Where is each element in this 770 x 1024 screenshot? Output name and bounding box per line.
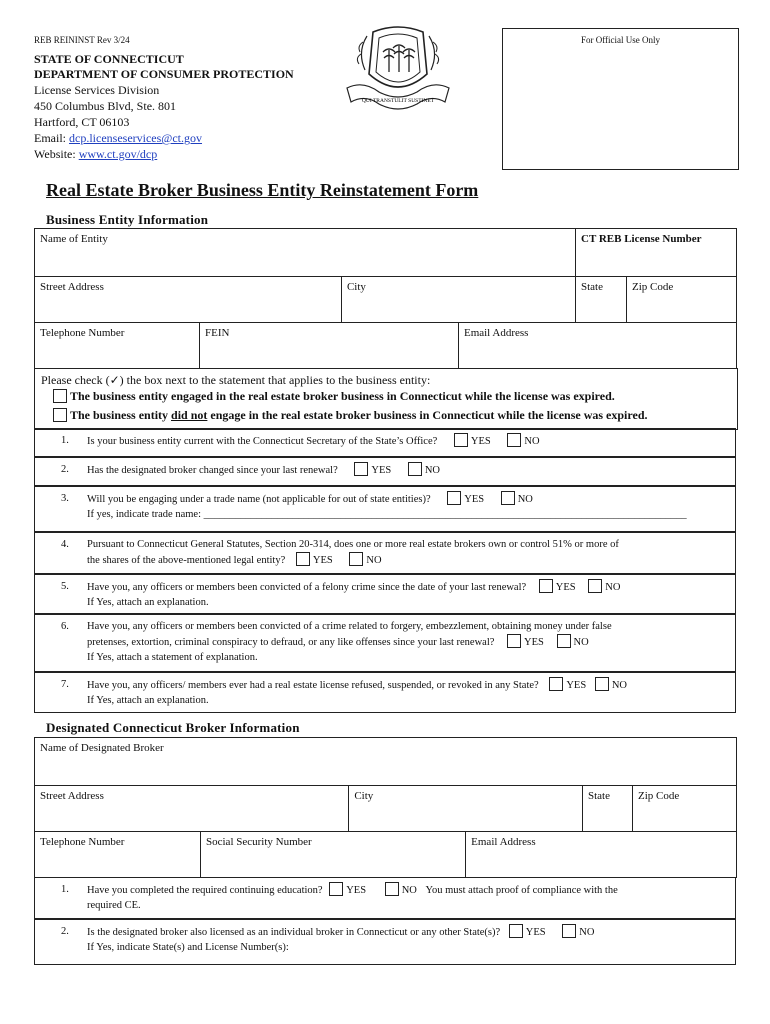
question-text: Will you be engaging under a trade name (not applicable for out of state entities)? YES NO If yes, indicate trade name: ____________________________________________________________________________________________ <box>87 491 729 527</box>
question-3 <box>34 486 736 532</box>
website-link[interactable]: www.ct.gov/dcp <box>78 147 158 161</box>
question-1 <box>34 428 736 457</box>
broker-ssn-field[interactable] <box>201 832 466 878</box>
email-line <box>34 131 202 146</box>
trade-name-input[interactable]: If yes, indicate trade name: ____________________________________________________________________________________________ <box>87 509 687 520</box>
broker-info-table <box>34 737 737 878</box>
license-numbers-input[interactable]: If Yes, indicate State(s) and License Number(s): <box>87 942 289 953</box>
entity-name-label: Name of Entity <box>40 233 108 245</box>
yes-label: YES <box>470 436 491 447</box>
statement-not-engaged <box>53 408 648 423</box>
q2-yes-checkbox[interactable] <box>354 462 368 476</box>
official-use-label: For Official Use Only <box>580 35 661 45</box>
statement-engaged-text: The business entity engaged in the real estate broker business in Connecticut while the license was expired. <box>70 389 615 403</box>
question-number: 2. <box>61 464 69 475</box>
yes-label: YES <box>371 465 392 476</box>
city-line: Hartford, CT 06103 <box>34 115 130 129</box>
bq1-no-checkbox[interactable] <box>385 882 399 896</box>
q4-yes-checkbox[interactable] <box>296 552 310 566</box>
entity-street-field[interactable] <box>35 277 342 323</box>
entity-email-label: Email Address <box>463 327 529 339</box>
website-line <box>34 147 157 162</box>
state-name: STATE OF CONNECTICUT <box>34 52 184 66</box>
question-5 <box>34 574 736 614</box>
question-text: Have you, any officers or members been convicted of a crime related to forgery, embezzlement, obtaining money under false pretenses, extortion, criminal conspiracy to defraud, or any like offenses since your last renewal? YES NO If Yes, attach a statement of explanation. <box>87 621 612 663</box>
official-use-box <box>502 28 739 170</box>
entity-zip-field[interactable] <box>627 277 737 323</box>
question-number: 1. <box>61 884 69 895</box>
broker-street-label: Street Address <box>40 790 104 802</box>
question-text: Is your business entity current with the Connecticut Secretary of the State’s Office? YES NO <box>87 433 729 449</box>
entity-city-label: City <box>346 281 366 293</box>
q3-no-checkbox[interactable] <box>501 491 515 505</box>
department-name: DEPARTMENT OF CONSUMER PROTECTION <box>34 67 294 81</box>
seal-motto: QUI TRANSTULIT SUSTINET <box>361 98 435 104</box>
entity-fein-label: FEIN <box>205 327 230 339</box>
no-label: NO <box>579 927 595 938</box>
question-text: Is the designated broker also licensed as an individual broker in Connecticut or any other State(s)? YES NO If Yes, indicate State(s) and License Number(s): <box>87 924 729 955</box>
entity-zip-label: Zip Code <box>632 281 674 293</box>
broker-email-field[interactable] <box>466 832 737 878</box>
q7-no-checkbox[interactable] <box>595 677 609 691</box>
entity-street-label: Street Address <box>40 281 104 293</box>
no-label: NO <box>611 680 627 691</box>
broker-ssn-label: Social Security Number <box>206 836 312 848</box>
broker-question-2 <box>34 919 736 965</box>
email-link[interactable]: dcp.licenseservices@ct.gov <box>69 131 203 145</box>
q1-yes-checkbox[interactable] <box>454 433 468 447</box>
email-label: Email: <box>34 131 66 145</box>
broker-name-label: Name of Designated Broker <box>40 742 164 754</box>
statement-not-engaged-checkbox[interactable] <box>53 408 67 422</box>
broker-city-field[interactable] <box>349 786 583 832</box>
question-number: 6. <box>61 621 69 632</box>
yes-label: YES <box>312 555 333 566</box>
no-label: NO <box>401 885 417 896</box>
broker-phone-label: Telephone Number <box>40 836 125 848</box>
statement-not-engaged-post: engage in the real estate broker business in Connecticut while the license was expired. <box>207 408 648 422</box>
check-prompt: Please check (✓) the box next to the statement that applies to the business entity: <box>41 373 431 387</box>
entity-fein-field[interactable] <box>200 323 459 369</box>
broker-section-title: Designated Connecticut Broker Information <box>46 720 300 735</box>
q5-no-checkbox[interactable] <box>588 579 602 593</box>
entity-info-table <box>34 228 737 369</box>
q3-yes-checkbox[interactable] <box>447 491 461 505</box>
license-number-field[interactable] <box>576 229 737 277</box>
yes-label: YES <box>525 927 546 938</box>
question-4 <box>34 532 736 574</box>
entity-phone-field[interactable] <box>35 323 200 369</box>
no-label: NO <box>524 436 540 447</box>
bq1-yes-checkbox[interactable] <box>329 882 343 896</box>
question-text: Have you completed the required continuing education? YES NO You must attach proof of compliance with the required CE. <box>87 882 729 913</box>
license-number-label: CT REB License Number <box>581 233 702 245</box>
bq2-yes-checkbox[interactable] <box>509 924 523 938</box>
broker-email-label: Email Address <box>471 836 536 848</box>
website-label: Website: <box>34 147 76 161</box>
entity-state-field[interactable] <box>576 277 627 323</box>
broker-state-field[interactable] <box>583 786 633 832</box>
q2-no-checkbox[interactable] <box>408 462 422 476</box>
yes-label: YES <box>555 582 576 593</box>
bq2-no-checkbox[interactable] <box>562 924 576 938</box>
entity-city-field[interactable] <box>341 277 575 323</box>
broker-question-1 <box>34 877 736 919</box>
question-number: 7. <box>61 679 69 690</box>
statement-engaged <box>53 389 615 404</box>
statement-not-engaged-pre: The business entity <box>70 408 172 422</box>
broker-phone-field[interactable] <box>35 832 201 878</box>
question-number: 4. <box>61 539 69 550</box>
no-label: NO <box>517 494 533 505</box>
no-label: NO <box>573 637 589 648</box>
question-number: 5. <box>61 581 69 592</box>
state-seal-icon <box>343 22 453 117</box>
page-title: Real Estate Broker Business Entity Reinstatement Form <box>46 180 479 200</box>
no-label: NO <box>605 582 621 593</box>
broker-state-label: State <box>588 790 610 802</box>
form-code: REB REININST Rev 3/24 <box>34 35 130 45</box>
yes-label: YES <box>346 885 367 896</box>
yes-label: YES <box>524 637 544 648</box>
entity-phone-label: Telephone Number <box>40 327 125 339</box>
question-2 <box>34 457 736 486</box>
q4-no-checkbox[interactable] <box>349 552 363 566</box>
broker-street-field[interactable] <box>35 786 349 832</box>
q1-no-checkbox[interactable] <box>507 433 521 447</box>
statement-engaged-checkbox[interactable] <box>53 389 67 403</box>
entity-section-title: Business Entity Information <box>46 212 209 227</box>
division-name: License Services Division <box>34 83 160 97</box>
no-label: NO <box>424 465 440 476</box>
question-text: Has the designated broker changed since your last renewal? YES NO <box>87 462 729 478</box>
street-address: 450 Columbus Blvd, Ste. 801 <box>34 99 177 113</box>
no-label: NO <box>366 555 382 566</box>
broker-name-field[interactable] <box>35 738 737 786</box>
question-number: 2. <box>61 926 69 937</box>
question-text: Have you, any officers or members been convicted of a felony crime since the date of your last renewal? YES NO If Yes, attach an explanation. <box>87 579 729 610</box>
broker-zip-field[interactable] <box>633 786 737 832</box>
q7-yes-checkbox[interactable] <box>549 677 563 691</box>
entity-name-field[interactable] <box>35 229 576 277</box>
entity-state-label: State <box>581 281 603 293</box>
statement-not-engaged-emphasis: did not <box>171 408 208 422</box>
question-number: 1. <box>61 435 69 446</box>
q6-yes-checkbox[interactable] <box>507 634 521 648</box>
q6-no-checkbox[interactable] <box>557 634 571 648</box>
question-text: Pursuant to Connecticut General Statutes, Section 20-314, does one or more real estate brokers own or control 51% or more of the shares of the above-mentioned legal entity? YES NO <box>87 539 619 566</box>
q5-yes-checkbox[interactable] <box>539 579 553 593</box>
question-text: Have you, any officers/ members ever had a real estate license refused, suspended, or revoked in any State? YES NO If Yes, attach an explanation. <box>87 677 729 708</box>
broker-zip-label: Zip Code <box>638 790 680 802</box>
broker-city-label: City <box>354 790 374 802</box>
entity-statement-box <box>34 368 738 430</box>
yes-label: YES <box>566 680 587 691</box>
question-number: 3. <box>61 493 69 504</box>
question-7 <box>34 672 736 713</box>
entity-email-field[interactable] <box>458 323 736 369</box>
question-6 <box>34 614 736 672</box>
yes-label: YES <box>464 494 485 505</box>
